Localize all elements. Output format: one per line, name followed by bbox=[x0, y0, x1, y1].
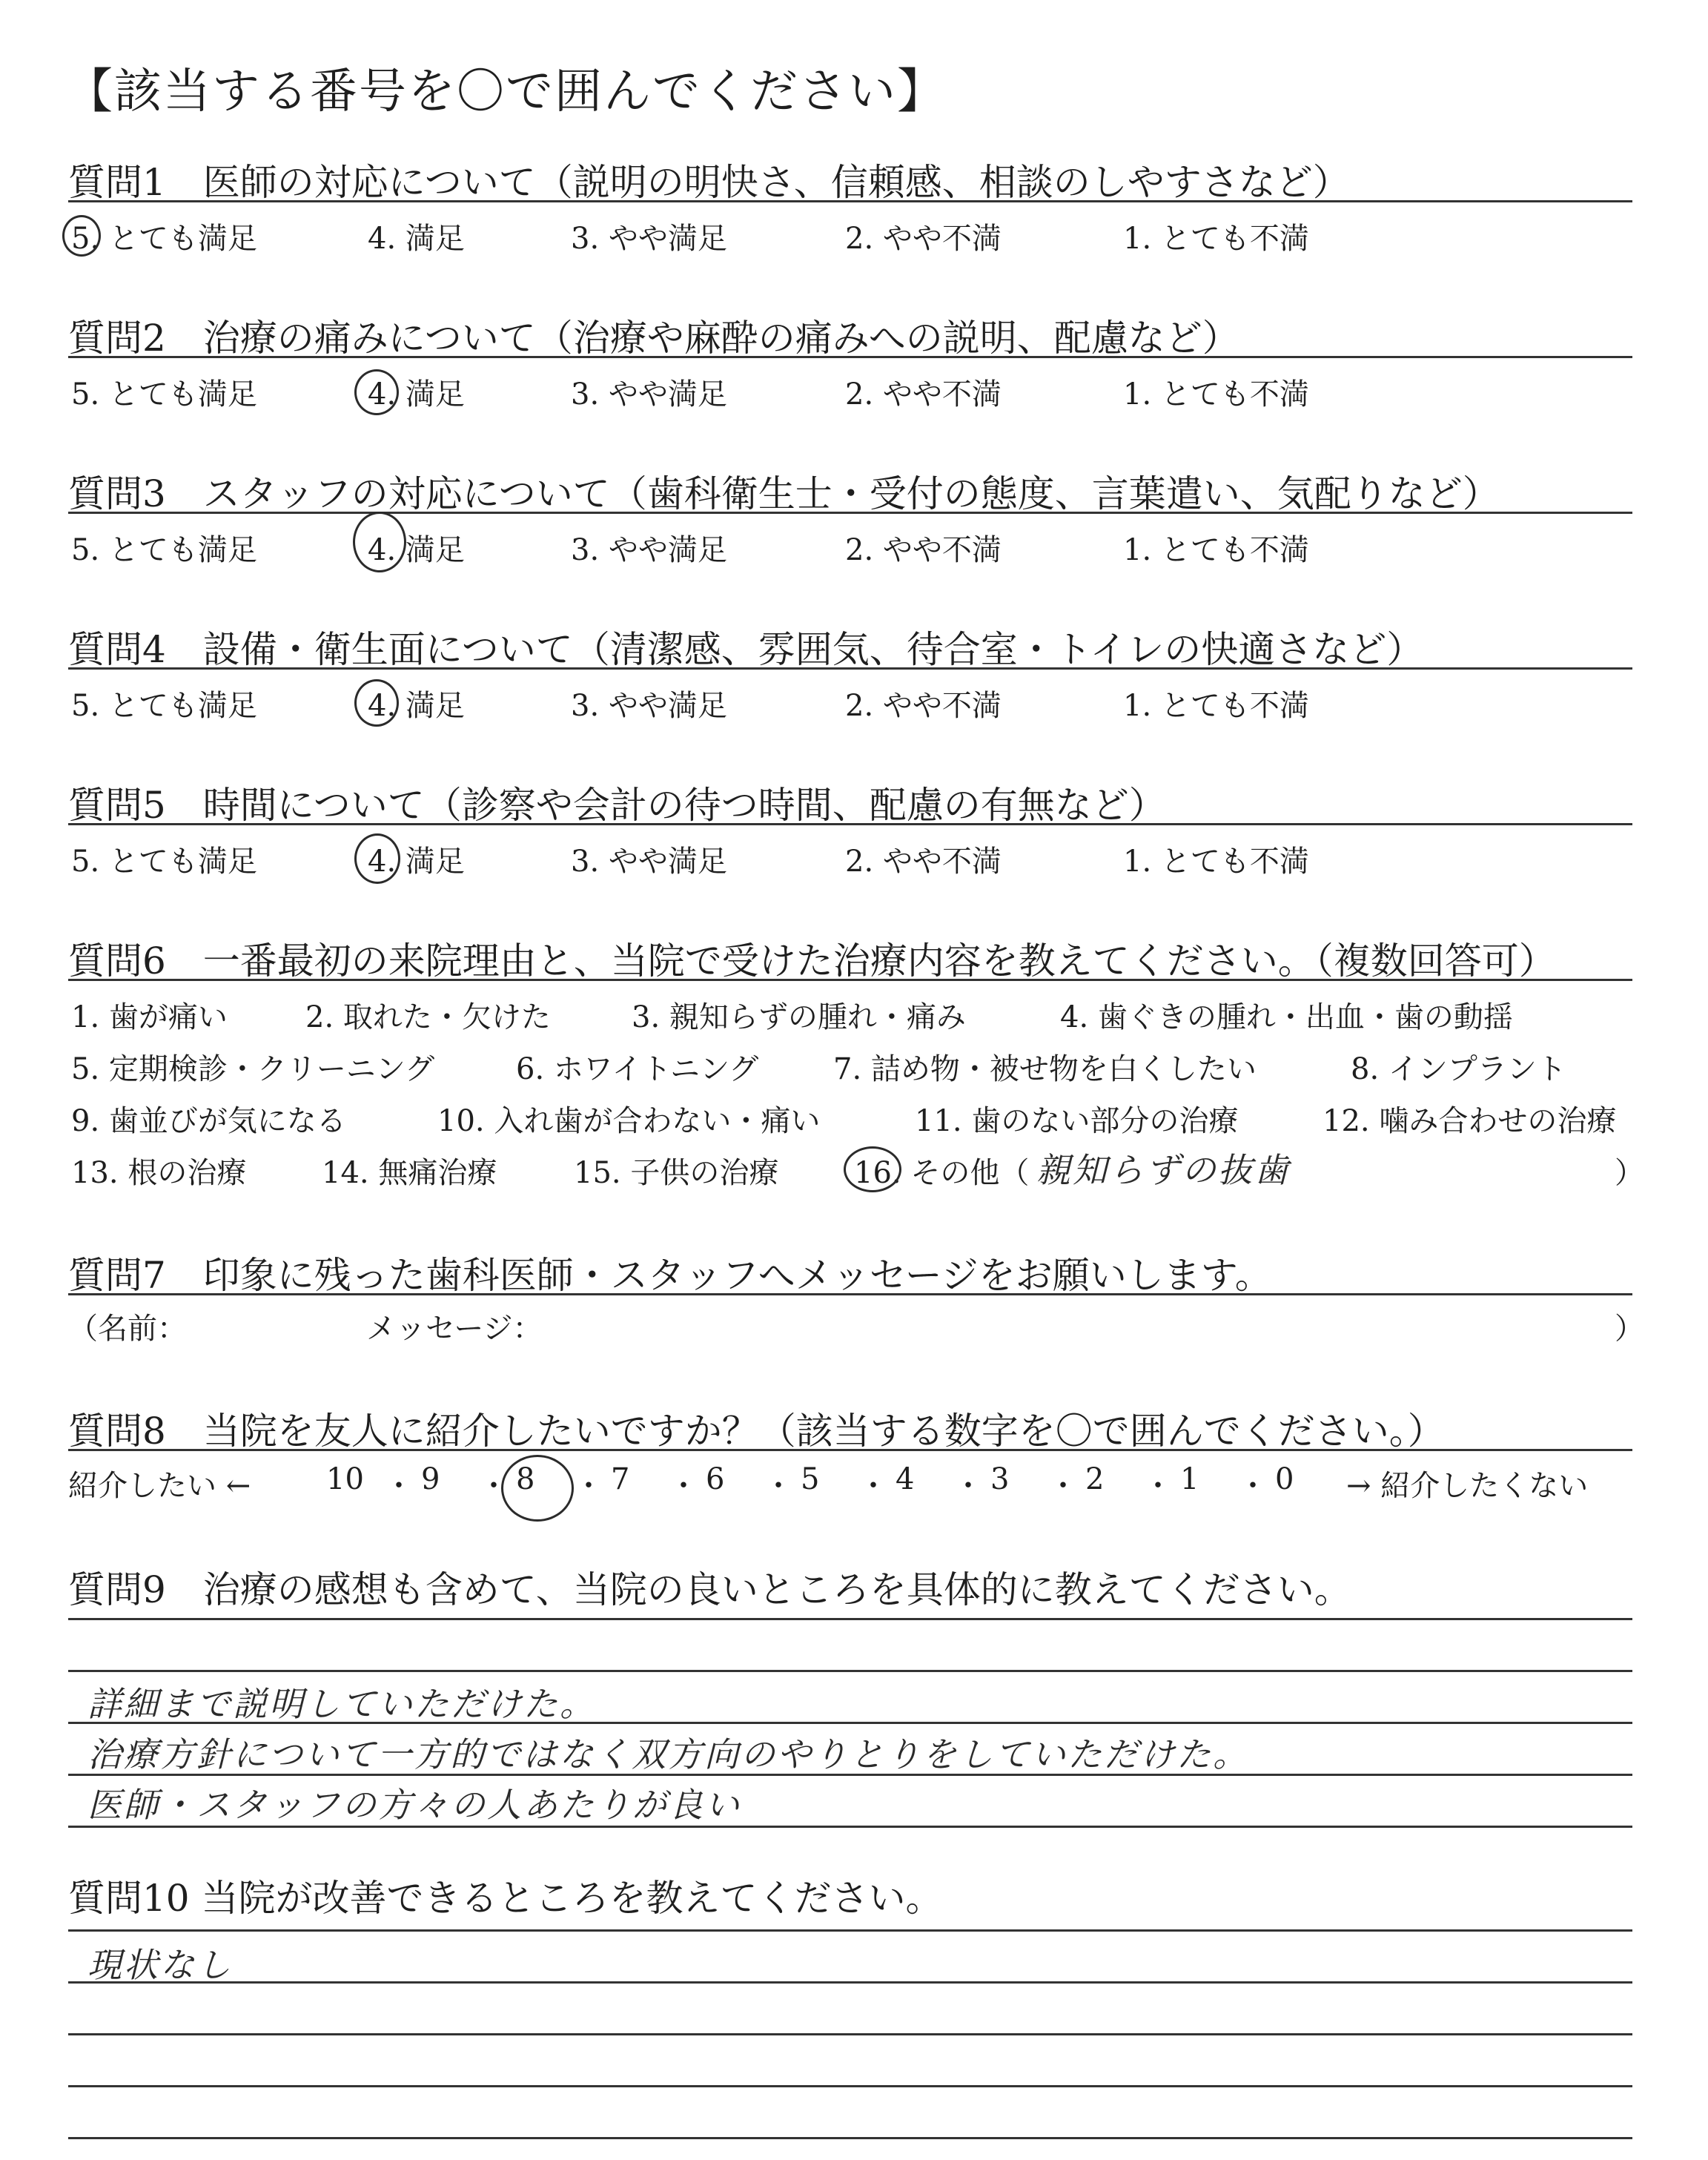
q9-line-2 bbox=[68, 1670, 1632, 1672]
q2-selection-circle bbox=[354, 369, 399, 415]
q9-answer-2: 治療方針について一方的ではなく双方向のやりとりをしていただけた。 bbox=[87, 1734, 1250, 1774]
q8-scale-separator: ・ bbox=[858, 1469, 888, 1503]
q6-reason-2[interactable]: 2. 取れた・欠けた bbox=[305, 1000, 551, 1034]
q6-reason-8[interactable]: 8. インプラント bbox=[1351, 1052, 1566, 1086]
q10-answer-1: 現状なし bbox=[87, 1945, 233, 1985]
q6-reason-10[interactable]: 10. 入れ歯が合わない・痛い bbox=[437, 1104, 821, 1138]
question-5-rule bbox=[68, 823, 1632, 825]
q6-reason-16[interactable]: 16. その他（ bbox=[854, 1156, 1030, 1190]
q8-left-label: 紹介したい ← bbox=[68, 1469, 251, 1503]
q1-option-3[interactable]: 3. やや満足 bbox=[571, 222, 727, 256]
q8-right-label: → 紹介したくない bbox=[1346, 1469, 1589, 1503]
question-10-text: 質問10 当院が改善できるところを教えてください。 bbox=[68, 1877, 943, 1920]
question-2-rule bbox=[68, 356, 1632, 358]
q8-scale-value-1[interactable]: 1 bbox=[1180, 1462, 1199, 1496]
q8-scale-separator: ・ bbox=[1143, 1469, 1173, 1503]
question-5-text: 質問5 時間について（診察や会計の待つ時間、配慮の有無など） bbox=[68, 784, 1166, 827]
question-3-text: 質問3 スタッフの対応について（歯科衛生士・受付の態度、言葉遣い、気配りなど） bbox=[68, 472, 1500, 515]
q9-line-1 bbox=[68, 1618, 1632, 1620]
question-4-rule bbox=[68, 667, 1632, 670]
question-6-rule bbox=[68, 979, 1632, 981]
q6-reason-4[interactable]: 4. 歯ぐきの腫れ・出血・歯の動揺 bbox=[1060, 1000, 1513, 1034]
q8-scale-value-6[interactable]: 6 bbox=[706, 1462, 725, 1496]
q3-option-4[interactable]: 4. 満足 bbox=[368, 533, 465, 567]
q4-option-1[interactable]: 1. とても不満 bbox=[1123, 689, 1309, 723]
q2-option-4[interactable]: 4. 満足 bbox=[368, 377, 465, 412]
q3-option-1[interactable]: 1. とても不満 bbox=[1123, 533, 1309, 567]
question-8-rule bbox=[68, 1449, 1632, 1451]
q6-reason-1[interactable]: 1. 歯が痛い bbox=[71, 1000, 228, 1034]
q6-reason-5[interactable]: 5. 定期検診・クリーニング bbox=[71, 1052, 435, 1086]
q10-line-4 bbox=[68, 2085, 1632, 2087]
question-9-text: 質問9 治療の感想も含めて、当院の良いところを具体的に教えてください。 bbox=[68, 1568, 1351, 1611]
page-title: 【該当する番号を〇で囲んでください】 bbox=[65, 65, 946, 119]
q8-scale-separator: ・ bbox=[669, 1469, 698, 1503]
q3-option-2[interactable]: 2. やや不満 bbox=[845, 533, 1002, 567]
q10-line-1 bbox=[68, 1929, 1632, 1932]
q1-option-4[interactable]: 4. 満足 bbox=[368, 222, 465, 256]
q8-scale-value-2[interactable]: 2 bbox=[1085, 1462, 1105, 1496]
q4-option-4[interactable]: 4. 満足 bbox=[368, 689, 465, 723]
q10-line-2 bbox=[68, 1981, 1632, 1984]
q7-close-paren: ） bbox=[1615, 1312, 1644, 1346]
q10-line-3 bbox=[68, 2033, 1632, 2035]
question-8-text: 質問8 当院を友人に紹介したいですか？（該当する数字を〇で囲んでください。） bbox=[68, 1410, 1445, 1453]
question-1-text: 質問1 医師の対応について（説明の明快さ、信頼感、相談のしやすさなど） bbox=[68, 161, 1350, 204]
q1-option-2[interactable]: 2. やや不満 bbox=[845, 222, 1002, 256]
q4-option-5[interactable]: 5. とても満足 bbox=[71, 689, 257, 723]
q5-option-4[interactable]: 4. 満足 bbox=[368, 845, 465, 879]
q6-reason-11[interactable]: 11. 歯のない部分の治療 bbox=[915, 1104, 1239, 1138]
q10-line-5 bbox=[68, 2137, 1632, 2139]
question-1-rule bbox=[68, 200, 1632, 202]
q6-reason-12[interactable]: 12. 噛み合わせの治療 bbox=[1323, 1104, 1617, 1138]
q8-scale-separator: ・ bbox=[574, 1469, 603, 1503]
q8-scale-separator: ・ bbox=[764, 1469, 793, 1503]
q9-answer-1: 詳細まで説明していただけた。 bbox=[87, 1684, 596, 1724]
q2-option-3[interactable]: 3. やや満足 bbox=[571, 377, 727, 412]
question-6-text: 質問6 一番最初の来院理由と、当院で受けた治療内容を教えてください。（複数回答可） bbox=[68, 939, 1556, 982]
q2-option-1[interactable]: 1. とても不満 bbox=[1123, 377, 1309, 412]
q4-option-3[interactable]: 3. やや満足 bbox=[571, 689, 727, 723]
q9-answer-3: 医師・スタッフの方々の人あたりが良い bbox=[87, 1785, 741, 1825]
question-7-rule bbox=[68, 1293, 1632, 1295]
q8-selection-circle bbox=[501, 1455, 574, 1522]
q5-option-5[interactable]: 5. とても満足 bbox=[71, 845, 257, 879]
q8-scale-value-5[interactable]: 5 bbox=[801, 1462, 820, 1496]
q8-scale-value-0[interactable]: 0 bbox=[1275, 1462, 1294, 1496]
q1-option-1[interactable]: 1. とても不満 bbox=[1123, 222, 1309, 256]
q6-reason-14[interactable]: 14. 無痛治療 bbox=[322, 1156, 497, 1190]
question-2-text: 質問2 治療の痛みについて（治療や麻酔の痛みへの説明、配慮など） bbox=[68, 317, 1239, 360]
q8-scale-value-8[interactable]: 8 bbox=[516, 1462, 535, 1496]
q1-option-5[interactable]: 5. とても満足 bbox=[71, 222, 257, 256]
q6-reason-7[interactable]: 7. 詰め物・被せ物を白くしたい bbox=[833, 1052, 1257, 1086]
q7-message-label: メッセージ： bbox=[366, 1312, 543, 1346]
q6-reason-13[interactable]: 13. 根の治療 bbox=[71, 1156, 247, 1190]
q8-scale-value-7[interactable]: 7 bbox=[611, 1462, 630, 1496]
q5-option-2[interactable]: 2. やや不満 bbox=[845, 845, 1002, 879]
q3-option-3[interactable]: 3. やや満足 bbox=[571, 533, 727, 567]
q5-option-3[interactable]: 3. やや満足 bbox=[571, 845, 727, 879]
q8-scale-separator: ・ bbox=[1238, 1469, 1268, 1503]
q5-selection-circle bbox=[354, 833, 400, 884]
q6-selection-circle bbox=[844, 1146, 901, 1192]
q2-option-5[interactable]: 5. とても満足 bbox=[71, 377, 257, 412]
q3-option-5[interactable]: 5. とても満足 bbox=[71, 533, 257, 567]
q6-reason-3[interactable]: 3. 親知らずの腫れ・痛み bbox=[632, 1000, 966, 1034]
q4-option-2[interactable]: 2. やや不満 bbox=[845, 689, 1002, 723]
q8-scale-value-10[interactable]: 10 bbox=[326, 1462, 364, 1496]
q6-other-handwritten: 親知らずの抜歯 bbox=[1036, 1150, 1291, 1190]
q8-scale-separator: ・ bbox=[479, 1469, 509, 1503]
q6-other-close-paren: ） bbox=[1615, 1156, 1644, 1190]
q4-selection-circle bbox=[354, 679, 399, 727]
q8-scale-value-3[interactable]: 3 bbox=[990, 1462, 1010, 1496]
q6-reason-6[interactable]: 6. ホワイトニング bbox=[516, 1052, 759, 1086]
q6-reason-15[interactable]: 15. 子供の治療 bbox=[574, 1156, 779, 1190]
q5-option-1[interactable]: 1. とても不満 bbox=[1123, 845, 1309, 879]
q6-reason-9[interactable]: 9. 歯並びが気になる bbox=[71, 1104, 346, 1138]
question-4-text: 質問4 設備・衛生面について（清潔感、雰囲気、待合室・トイレの快適さなど） bbox=[68, 628, 1424, 671]
q7-name-label: （名前： bbox=[68, 1312, 187, 1346]
q3-selection-circle bbox=[353, 512, 406, 572]
question-3-rule bbox=[68, 512, 1632, 514]
q8-scale-separator: ・ bbox=[1048, 1469, 1078, 1503]
q8-scale-separator: ・ bbox=[953, 1469, 983, 1503]
q2-option-2[interactable]: 2. やや不満 bbox=[845, 377, 1002, 412]
q8-scale-value-9[interactable]: 9 bbox=[421, 1462, 440, 1496]
q8-scale-value-4[interactable]: 4 bbox=[896, 1462, 915, 1496]
q1-selection-circle bbox=[62, 215, 101, 257]
q8-scale-separator: ・ bbox=[384, 1469, 414, 1503]
question-7-text: 質問7 印象に残った歯科医師・スタッフへメッセージをお願いします。 bbox=[68, 1254, 1272, 1297]
